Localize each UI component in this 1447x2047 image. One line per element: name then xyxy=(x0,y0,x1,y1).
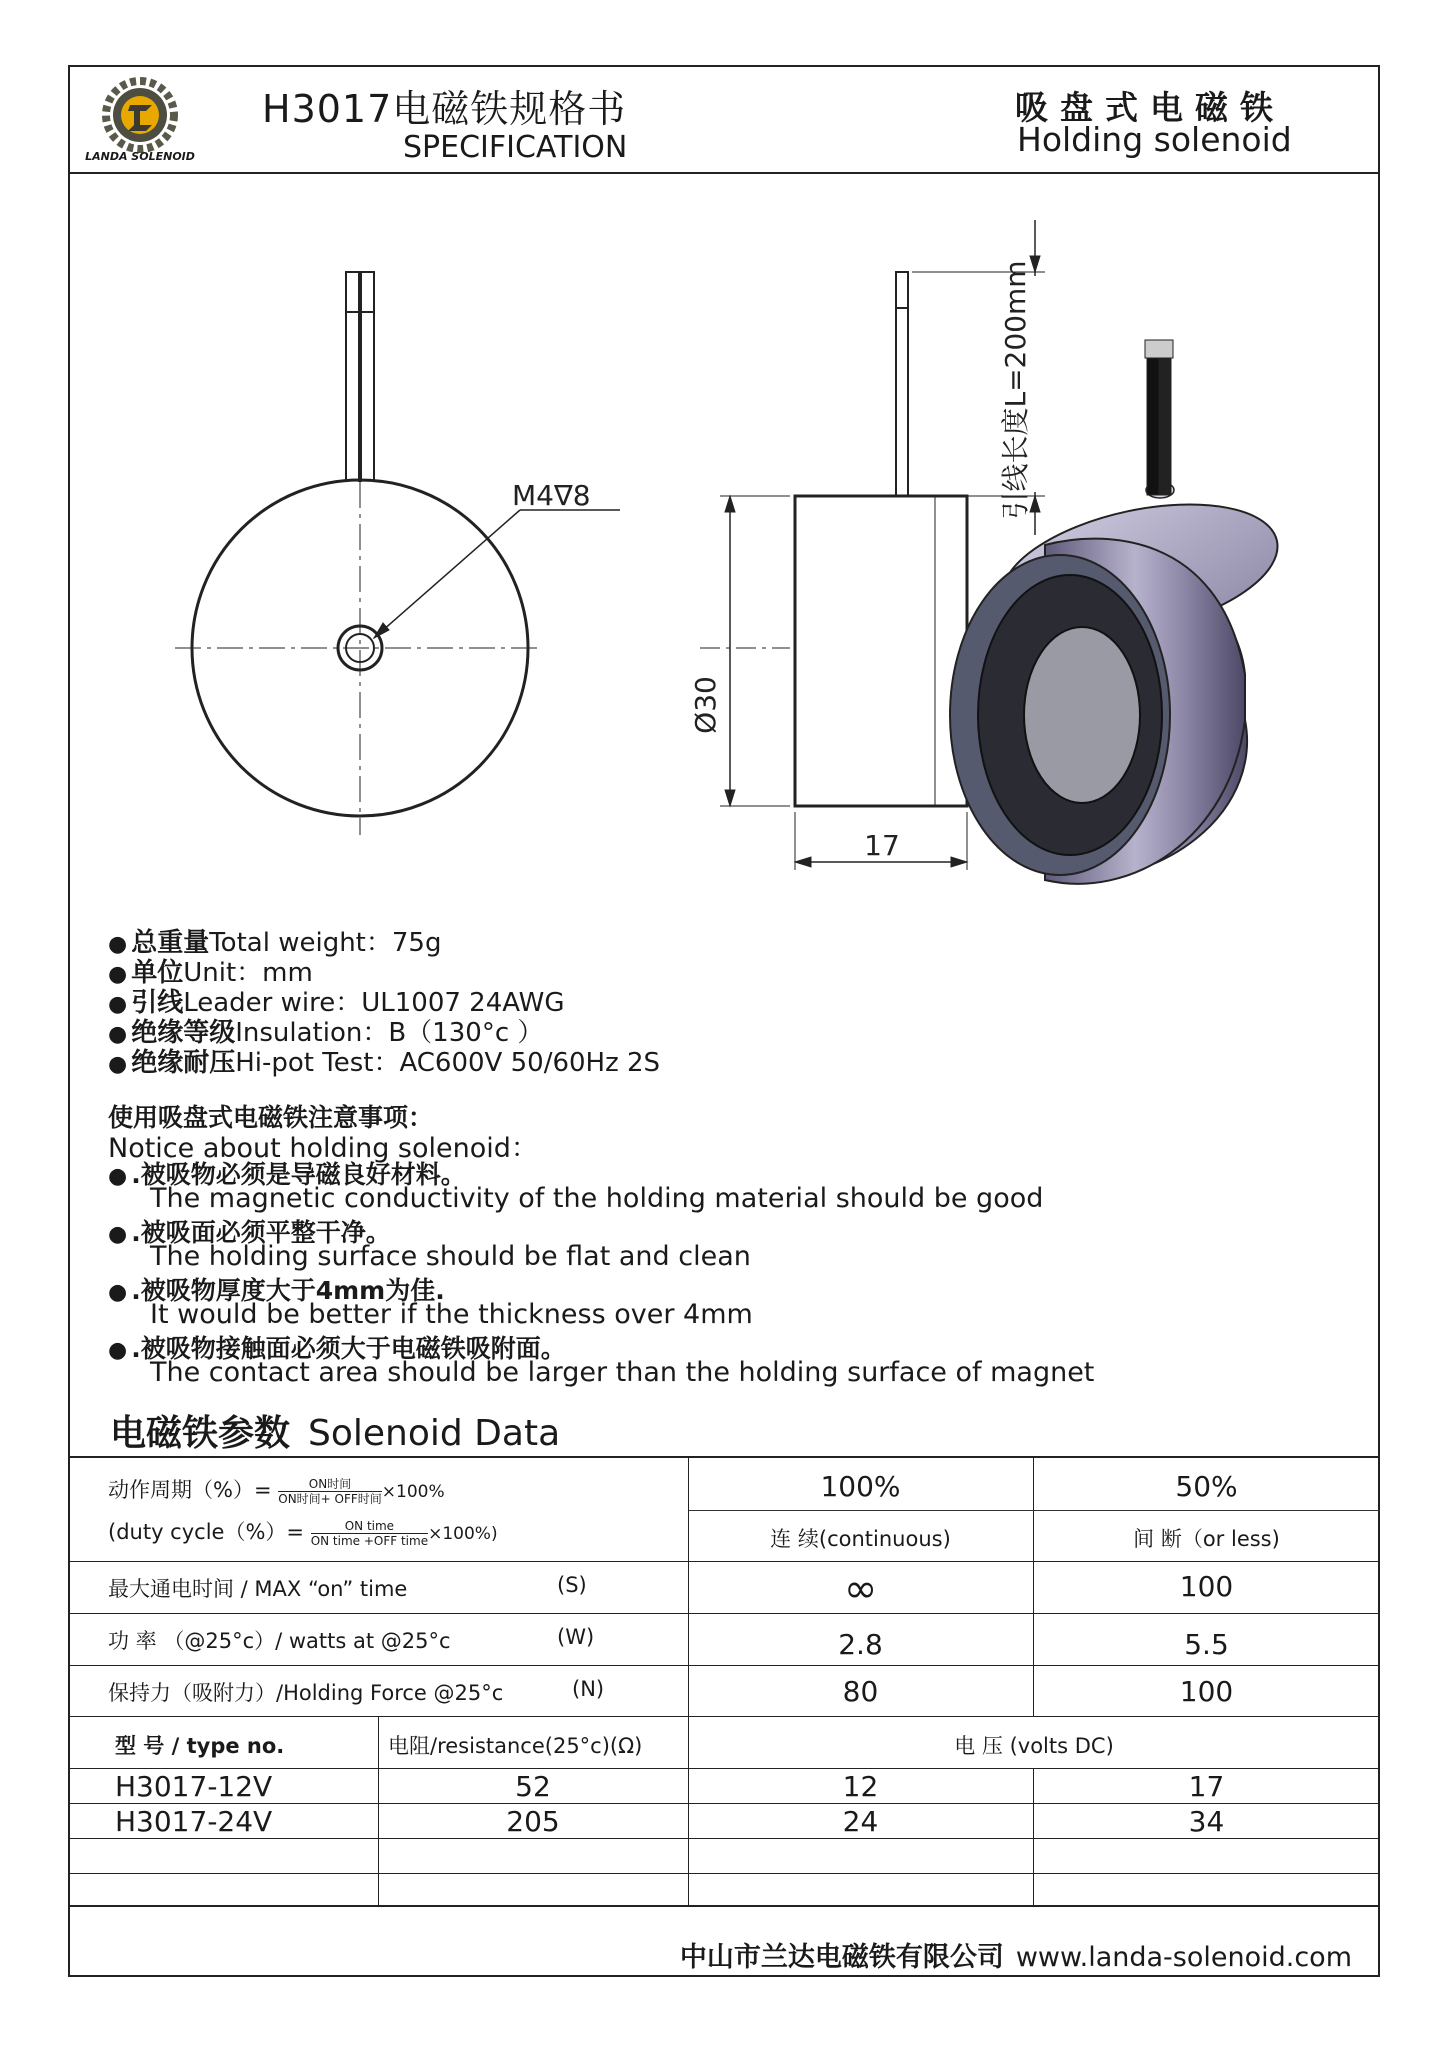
spec-insulation: ● 绝缘等级Insulation：B（130°c ） xyxy=(108,1018,544,1048)
wire-length-label: 引线长度L=200mm xyxy=(999,260,1032,520)
notice-item-4-cn: ● .被吸物接触面必须大于电磁铁吸附面。 xyxy=(108,1334,566,1363)
spec-unit: ● 单位Unit：mm xyxy=(108,958,313,988)
table-row-unit: (N) xyxy=(572,1677,605,1701)
notice-title-cn: 使用吸盘式电磁铁注意事项： xyxy=(108,1103,434,1132)
notice-item-2-en: The holding surface should be flat and clean xyxy=(150,1241,751,1272)
notice-item-3-en: It would be better if the thickness over 4mm xyxy=(150,1299,753,1330)
notice-item-1-cn: ● .被吸物必须是导磁良好材料。 xyxy=(108,1160,466,1189)
spec-hipot: ● 绝缘耐压Hi-pot Test：AC600V 50/60Hz 2S xyxy=(108,1048,661,1078)
header-divider xyxy=(68,172,1380,174)
notice-item-3-cn: ● .被吸物厚度大于4mm为佳. xyxy=(108,1276,445,1305)
document-subtitle: SPECIFICATION xyxy=(403,130,628,165)
landa-gear-logo-icon xyxy=(100,75,180,155)
notice-title-en: Notice about holding solenoid： xyxy=(108,1133,538,1164)
product-type-en: Holding solenoid xyxy=(1017,120,1292,159)
duty-cycle-en: (duty cycle（%）= ON time ON time +OFF time ×100%) xyxy=(108,1518,498,1548)
table-top-border xyxy=(68,1456,1380,1458)
col-continuous: 连 续(continuous) xyxy=(770,1527,951,1551)
table-row-unit: (W) xyxy=(557,1625,595,1649)
document-title: H3017电磁铁规格书 xyxy=(262,87,627,131)
thread-label: M4∇8 xyxy=(512,479,591,512)
model-voltage-continuous: 24 xyxy=(842,1805,879,1838)
notice-item-1-en: The magnetic conductivity of the holding material should be good xyxy=(150,1183,1044,1214)
company-website-link[interactable]: www.landa-solenoid.com xyxy=(1015,1942,1352,1973)
notice-item-2-cn: ● .被吸面必须平整干净。 xyxy=(108,1218,391,1247)
duty-cycle-cn: 动作周期（%）= ON时间 ON时间+ OFF时间 ×100% xyxy=(108,1476,445,1506)
product-type-cn: 吸盘式电磁铁 xyxy=(1015,88,1285,127)
table-row-label: 功 率 （@25°c）/ watts at @25°c xyxy=(108,1629,451,1653)
solenoid-data-heading: 电磁铁参数 Solenoid Data xyxy=(110,1413,561,1454)
voltage-header: 电 压 (volts DC) xyxy=(954,1734,1114,1758)
holding-force-continuous: 80 xyxy=(842,1675,879,1708)
model-voltage-intermittent: 17 xyxy=(1188,1770,1225,1803)
max-on-time-intermittent: 100 xyxy=(1179,1570,1234,1603)
model-type: H3017-12V xyxy=(115,1770,273,1803)
col-100-percent: 100% xyxy=(820,1470,901,1503)
diameter-label: Ø30 xyxy=(689,676,722,734)
table-row-label: 最大通电时间 / MAX “on” time xyxy=(108,1577,408,1601)
spec-leader-wire: ● 引线Leader wire：UL1007 24AWG xyxy=(108,988,565,1018)
model-voltage-continuous: 12 xyxy=(842,1770,879,1803)
spec-weight: ● 总重量Total weight：75g xyxy=(108,928,442,958)
model-resistance: 52 xyxy=(515,1770,551,1803)
table-bottom-border xyxy=(68,1905,1380,1907)
model-type: H3017-24V xyxy=(115,1805,273,1838)
watts-intermittent: 5.5 xyxy=(1184,1628,1229,1661)
footer: 中山市兰达电磁铁有限公司 www.landa-solenoid.com xyxy=(679,1942,1352,1973)
model-resistance: 205 xyxy=(506,1805,560,1838)
resistance-header: 电阻/resistance(25°c)(Ω) xyxy=(388,1734,643,1758)
table-row-unit: (S) xyxy=(557,1573,587,1597)
front-view xyxy=(175,272,620,835)
length-label: 17 xyxy=(864,829,900,862)
logo-text: LANDA SOLENOID xyxy=(85,150,195,163)
type-header: 型 号 / type no. xyxy=(115,1734,285,1758)
table-row-label: 保持力（吸附力）/Holding Force @25°c xyxy=(108,1681,504,1705)
notice-item-4-en: The contact area should be larger than the holding surface of magnet xyxy=(150,1357,1095,1388)
technical-drawing xyxy=(140,200,1370,940)
holding-force-intermittent: 100 xyxy=(1179,1675,1234,1708)
watts-continuous: 2.8 xyxy=(838,1628,883,1661)
col-intermittent: 间 断（or less) xyxy=(1133,1527,1280,1551)
model-voltage-intermittent: 34 xyxy=(1188,1805,1225,1838)
col-50-percent: 50% xyxy=(1175,1470,1238,1503)
max-on-time-continuous: ∞ xyxy=(843,1566,878,1612)
